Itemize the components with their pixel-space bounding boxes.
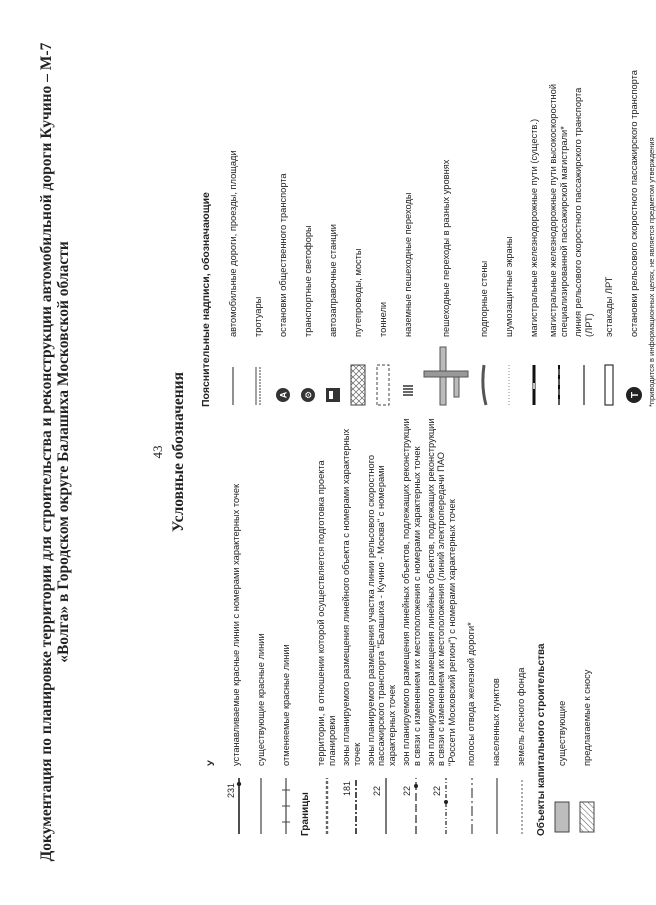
- legend-item-retaining-walls: подпорные стены: [473, 67, 495, 407]
- objects-heading: Объекты капитального строительства: [535, 643, 547, 836]
- legend-item-border-forest: земель лесного фонда: [511, 416, 533, 836]
- legend-item-gas-stations: автозаправочные станции: [322, 67, 344, 407]
- legend-item-border-power-lines: 22 зон планируемого размещения линейных объектов, подлежащих реконструкции в связи с изменением их местоположения (линий электропередачи ПАО "Россети Московский регион") с номерами характерных точек: [426, 416, 458, 836]
- border-power-lines-symbol: [431, 774, 453, 836]
- objects-existing-symbol: [551, 774, 573, 836]
- legend-item-bus-stops: A остановки общественного транспорта: [272, 67, 294, 407]
- legend-item-objects-existing: существующие: [551, 416, 573, 836]
- legend-item-border-railway-strip: полосы отвода железной дороги*: [461, 416, 483, 836]
- high-speed-rail-icon: [548, 345, 570, 407]
- border-forest-symbol: [511, 774, 533, 836]
- footnote: *приводится в информационных целях, не является предметом утверждения: [647, 137, 656, 407]
- border-linear-object-symbol: [341, 774, 363, 836]
- svg-text:⚙: ⚙: [304, 390, 315, 400]
- page-number: 43: [150, 445, 165, 459]
- railway-icon: [523, 345, 545, 407]
- estakada-icon: [598, 345, 620, 407]
- legend-item-noise-screens: шумозащитные экраны: [498, 67, 520, 407]
- multi-level-crossing-icon: [422, 345, 470, 407]
- legend-item-red-line-cancelled: отменяемые красные линии: [275, 416, 297, 836]
- red-line-existing-symbol: [250, 774, 272, 836]
- legend-left-column: [200, 416, 601, 836]
- red-line-cancelled-symbol: [275, 774, 297, 836]
- legend-item-crossings: наземные пешеходные переходы: [397, 67, 419, 407]
- rail-line-icon: [573, 345, 595, 407]
- legend-item-lrt-estakada: эстакады ЛРТ: [598, 67, 620, 407]
- legend-item-roads: автомобильные дороги, проезды, площади: [222, 67, 244, 407]
- bus-stop-icon: [272, 345, 294, 407]
- crossing-icon: [397, 345, 419, 407]
- border-railway-strip-symbol: [461, 774, 483, 836]
- noise-screen-icon: [498, 345, 520, 407]
- lrt-stop-icon: [623, 345, 645, 407]
- border-rail-zone-symbol: [371, 774, 393, 836]
- explanatory-heading: Пояснительные надписи, обозначающие: [200, 192, 212, 407]
- legend-item-border-reconstruction: 22 зон планируемого размещения линейных объектов, подлежащих реконструкции в связи с изменением их местоположения с номерами характерных точек: [401, 416, 423, 836]
- legend-item-border-rail-zone: 22 зоны планируемого размещения участка линии рельсового скоростного пассажирского транспорта "Балашиха - Кучино - Москва" с номерами характерных точек: [366, 416, 398, 836]
- road-line-icon: [222, 345, 244, 407]
- red-line-new-symbol: [225, 774, 247, 836]
- legend-item-multilevel-crossings: пешеходные переходы в разных уровнях: [422, 67, 470, 407]
- legend-item-lrt-line: линия рельсового скоростного пассажирского транспорта (ЛРТ): [573, 67, 595, 407]
- border-territory-symbol: [316, 774, 338, 836]
- legend-item-red-line-new: 231 устанавливаемые красные линии с номерами характерных точек: [225, 416, 247, 836]
- legend-item-red-line-existing: существующие красные линии: [250, 416, 272, 836]
- legend-item-traffic-lights: ⚙ транспортные светофоры: [297, 67, 319, 407]
- svg-text:22: 22: [371, 785, 382, 796]
- overpass-icon: [347, 345, 369, 407]
- legend-item-railways: магистральные железнодорожные пути (существ.): [523, 67, 545, 407]
- legend-item-sidewalks: тротуары: [247, 67, 269, 407]
- sidewalk-icon: [247, 345, 269, 407]
- rotated-content: [20, 22, 656, 882]
- borders-heading: Границы: [300, 792, 311, 836]
- traffic-light-icon: [297, 345, 319, 407]
- legend-item-tunnels: тоннели: [372, 67, 394, 407]
- svg-text:181: 181: [341, 780, 352, 796]
- legend-item-border-territory: территории, в отношении которой осуществляется подготовка проекта планировки: [316, 416, 338, 836]
- legend-heading: Условные обозначения: [170, 372, 187, 533]
- point-number: 231: [226, 782, 236, 798]
- svg-text:T: T: [630, 391, 642, 399]
- svg-text:A: A: [278, 391, 289, 399]
- legend-item-border-linear-object: 181 зоны планируемого размещения линейного объекта с номерами характерных точек: [341, 416, 363, 836]
- svg-text:22: 22: [401, 785, 412, 796]
- legend-item-high-speed-rail: магистральные железнодорожные пути высокоскоростной специализированной пассажирской магистрали*: [548, 67, 570, 407]
- tunnel-icon: [372, 345, 394, 407]
- gas-station-icon: [322, 345, 344, 407]
- border-settlements-symbol: [486, 774, 508, 836]
- document-title: Документация по планировке территории для строительства и реконструкции автомобильной дороги Кучино – М-7 «Волга» в Городском округе Балашиха Московской области: [38, 42, 73, 862]
- legend-right-column: [200, 67, 656, 407]
- border-reconstruction-symbol: [401, 774, 423, 836]
- legend-item-overpasses: путепроводы, мосты: [347, 67, 369, 407]
- legend-intro: У: [205, 760, 216, 766]
- legend-item-border-settlements: населенных пунктов: [486, 416, 508, 836]
- objects-demolition-symbol: [576, 774, 598, 836]
- legend-item-objects-demolition: предлагаемые к сносу: [576, 416, 598, 836]
- legend-item-lrt-stops: T остановки рельсового скоростного пассажирского транспорта: [623, 67, 645, 407]
- retaining-wall-icon: [473, 345, 495, 407]
- svg-text:22: 22: [431, 785, 442, 796]
